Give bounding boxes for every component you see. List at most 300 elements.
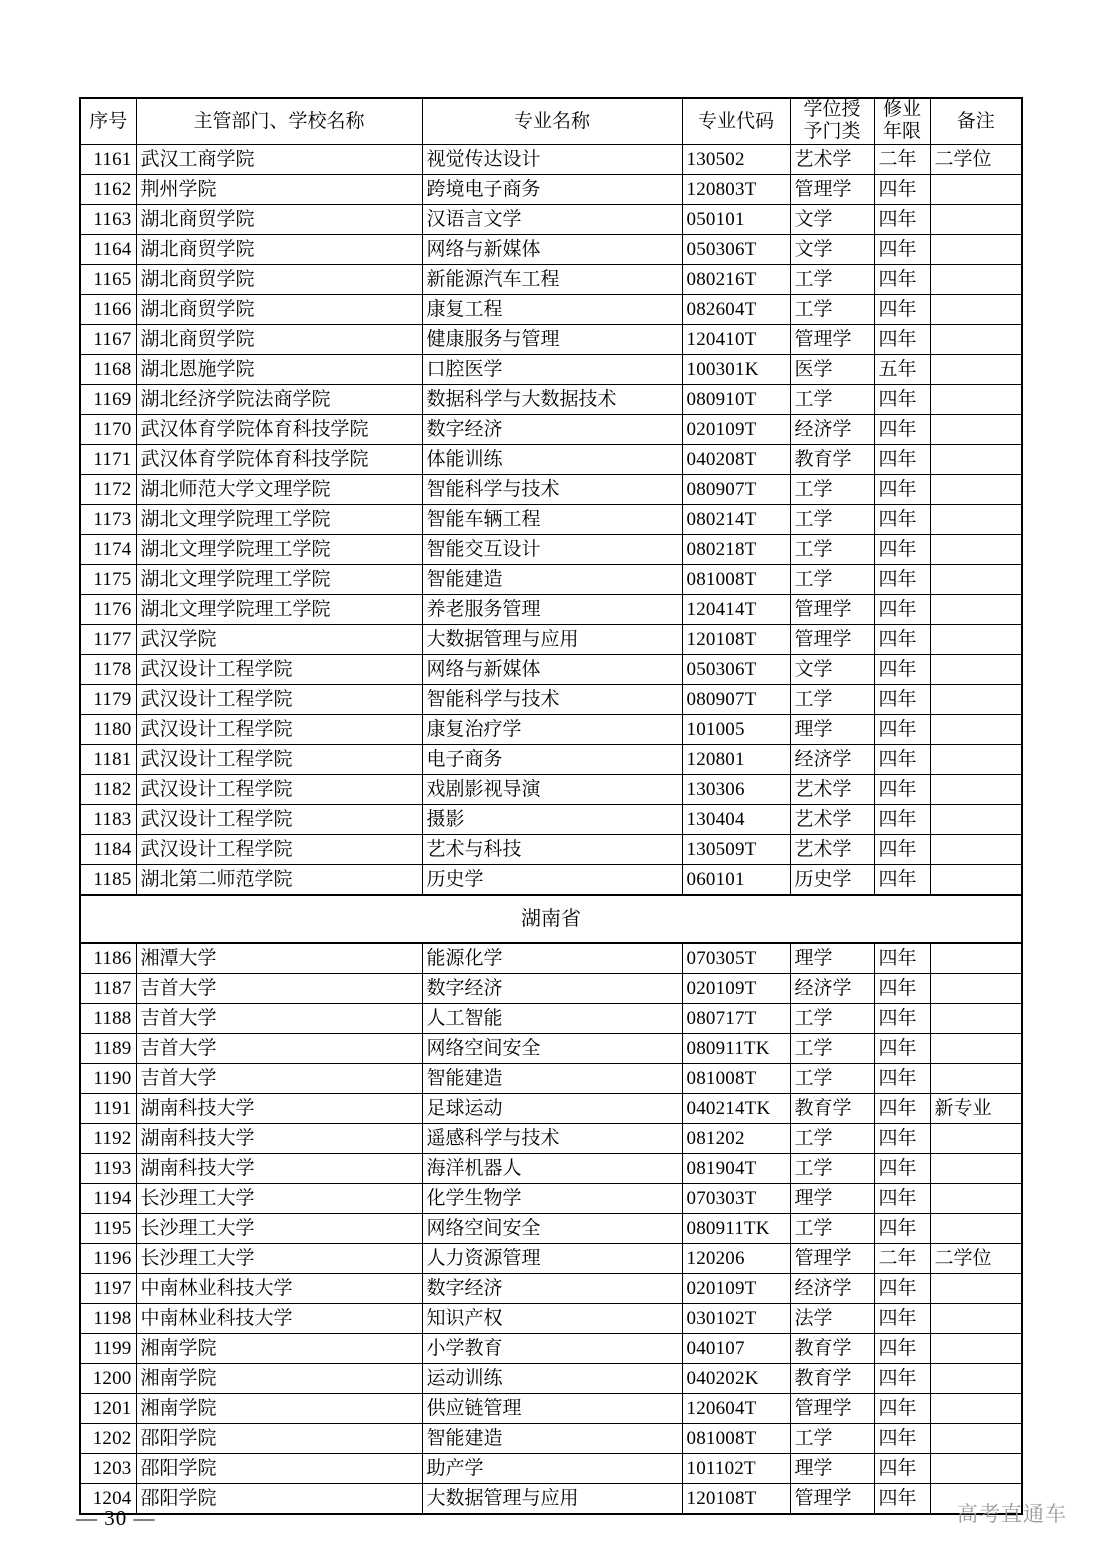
- cell-major-code: 080717T: [682, 1003, 790, 1033]
- cell-school-name: 湘南学院: [136, 1363, 422, 1393]
- cell-study-years: 四年: [874, 564, 930, 594]
- cell-remark: [930, 1423, 1022, 1453]
- cell-study-years: 四年: [874, 1123, 930, 1153]
- cell-remark: [930, 943, 1022, 974]
- table-row: [80, 1093, 1022, 1123]
- cell-remark: [930, 1273, 1022, 1303]
- cell-sequence: 1180: [80, 714, 136, 744]
- cell-major-code: 080907T: [682, 684, 790, 714]
- table-body: [80, 144, 1022, 1514]
- cell-sequence: 1193: [80, 1153, 136, 1183]
- cell-degree-category: 经济学: [790, 414, 874, 444]
- cell-major-code: 130404: [682, 804, 790, 834]
- cell-major-name: 化学生物学: [422, 1183, 682, 1213]
- cell-school-name: 湖北商贸学院: [136, 264, 422, 294]
- cell-major-code: 020109T: [682, 1273, 790, 1303]
- cell-degree-category: 工学: [790, 1033, 874, 1063]
- table-row: [80, 1003, 1022, 1033]
- table-row: [80, 1033, 1022, 1063]
- cell-degree-category: 管理学: [790, 174, 874, 204]
- cell-degree-category: 工学: [790, 564, 874, 594]
- cell-study-years: 四年: [874, 1333, 930, 1363]
- cell-major-name: 智能交互设计: [422, 534, 682, 564]
- cell-major-code: 040107: [682, 1333, 790, 1363]
- cell-major-name: 智能建造: [422, 1423, 682, 1453]
- cell-major-code: 130509T: [682, 834, 790, 864]
- column-header-remark: 备注: [930, 98, 1022, 144]
- cell-remark: [930, 1213, 1022, 1243]
- cell-remark: [930, 204, 1022, 234]
- table-row: [80, 1453, 1022, 1483]
- cell-remark: [930, 504, 1022, 534]
- major-table-container: [79, 97, 1021, 1515]
- cell-school-name: 长沙理工大学: [136, 1183, 422, 1213]
- cell-degree-category: 管理学: [790, 324, 874, 354]
- cell-degree-category: 艺术学: [790, 804, 874, 834]
- cell-remark: [930, 1123, 1022, 1153]
- cell-school-name: 邵阳学院: [136, 1453, 422, 1483]
- cell-school-name: 湖南科技大学: [136, 1093, 422, 1123]
- cell-major-name: 智能车辆工程: [422, 504, 682, 534]
- table-row: [80, 1423, 1022, 1453]
- cell-remark: [930, 1183, 1022, 1213]
- cell-school-name: 吉首大学: [136, 1033, 422, 1063]
- cell-degree-category: 工学: [790, 384, 874, 414]
- cell-degree-category: 教育学: [790, 1333, 874, 1363]
- province-label: 湖南省: [80, 895, 1022, 943]
- cell-school-name: 武汉体育学院体育科技学院: [136, 444, 422, 474]
- cell-school-name: 湖北文理学院理工学院: [136, 564, 422, 594]
- cell-major-name: 体能训练: [422, 444, 682, 474]
- cell-remark: [930, 444, 1022, 474]
- table-row: [80, 834, 1022, 864]
- cell-sequence: 1170: [80, 414, 136, 444]
- cell-school-name: 武汉设计工程学院: [136, 744, 422, 774]
- cell-major-name: 人力资源管理: [422, 1243, 682, 1273]
- cell-remark: [930, 414, 1022, 444]
- cell-sequence: 1177: [80, 624, 136, 654]
- cell-school-name: 湖北第二师范学院: [136, 864, 422, 895]
- cell-sequence: 1190: [80, 1063, 136, 1093]
- cell-sequence: 1173: [80, 504, 136, 534]
- table-row: [80, 1063, 1022, 1093]
- table-row: [80, 714, 1022, 744]
- cell-degree-category: 工学: [790, 1123, 874, 1153]
- cell-major-code: 050306T: [682, 234, 790, 264]
- cell-degree-category: 经济学: [790, 973, 874, 1003]
- table-row: [80, 264, 1022, 294]
- cell-study-years: 四年: [874, 624, 930, 654]
- cell-remark: [930, 834, 1022, 864]
- cell-major-name: 智能建造: [422, 564, 682, 594]
- column-header-years-line2: 年限: [882, 121, 921, 143]
- cell-sequence: 1198: [80, 1303, 136, 1333]
- cell-remark: [930, 294, 1022, 324]
- cell-remark: [930, 594, 1022, 624]
- table-row: [80, 144, 1022, 174]
- cell-major-name: 康复治疗学: [422, 714, 682, 744]
- cell-remark: 新专业: [930, 1093, 1022, 1123]
- cell-major-name: 能源化学: [422, 943, 682, 974]
- cell-major-name: 电子商务: [422, 744, 682, 774]
- column-header-degree-category: [790, 98, 874, 144]
- column-header-degree-line1: 学位授: [803, 99, 861, 120]
- cell-sequence: 1182: [80, 774, 136, 804]
- cell-sequence: 1178: [80, 654, 136, 684]
- column-header-years-line1: 修业: [882, 99, 921, 120]
- cell-major-name: 足球运动: [422, 1093, 682, 1123]
- table-row: [80, 804, 1022, 834]
- cell-major-name: 新能源汽车工程: [422, 264, 682, 294]
- table-row: [80, 1363, 1022, 1393]
- cell-sequence: 1200: [80, 1363, 136, 1393]
- cell-study-years: 四年: [874, 834, 930, 864]
- cell-major-name: 数字经济: [422, 414, 682, 444]
- cell-remark: [930, 174, 1022, 204]
- cell-study-years: 四年: [874, 973, 930, 1003]
- cell-school-name: 武汉设计工程学院: [136, 714, 422, 744]
- table-row: [80, 414, 1022, 444]
- cell-major-code: 080907T: [682, 474, 790, 504]
- cell-remark: [930, 1453, 1022, 1483]
- cell-study-years: 二年: [874, 1243, 930, 1273]
- table-row: [80, 1273, 1022, 1303]
- cell-major-code: 020109T: [682, 973, 790, 1003]
- cell-major-name: 历史学: [422, 864, 682, 895]
- table-row: [80, 444, 1022, 474]
- page-number: — 30 —: [76, 1506, 156, 1530]
- cell-school-name: 湖北师范大学文理学院: [136, 474, 422, 504]
- cell-sequence: 1197: [80, 1273, 136, 1303]
- cell-study-years: 四年: [874, 534, 930, 564]
- cell-degree-category: 教育学: [790, 444, 874, 474]
- cell-major-name: 摄影: [422, 804, 682, 834]
- cell-degree-category: 经济学: [790, 744, 874, 774]
- table-row: [80, 624, 1022, 654]
- cell-major-code: 040202K: [682, 1363, 790, 1393]
- cell-sequence: 1164: [80, 234, 136, 264]
- table-row: [80, 943, 1022, 974]
- cell-remark: 二学位: [930, 1243, 1022, 1273]
- cell-school-name: 长沙理工大学: [136, 1213, 422, 1243]
- cell-sequence: 1165: [80, 264, 136, 294]
- cell-major-code: 082604T: [682, 294, 790, 324]
- table-row: [80, 294, 1022, 324]
- cell-study-years: 四年: [874, 1213, 930, 1243]
- cell-study-years: 四年: [874, 864, 930, 895]
- table-row: [80, 744, 1022, 774]
- cell-degree-category: 艺术学: [790, 774, 874, 804]
- cell-major-name: 健康服务与管理: [422, 324, 682, 354]
- cell-major-name: 智能建造: [422, 1063, 682, 1093]
- cell-remark: [930, 804, 1022, 834]
- cell-major-code: 120108T: [682, 624, 790, 654]
- cell-major-code: 080214T: [682, 504, 790, 534]
- cell-study-years: 四年: [874, 384, 930, 414]
- cell-study-years: 四年: [874, 744, 930, 774]
- cell-sequence: 1179: [80, 684, 136, 714]
- cell-study-years: 四年: [874, 204, 930, 234]
- cell-major-code: 070303T: [682, 1183, 790, 1213]
- cell-school-name: 湖北商贸学院: [136, 204, 422, 234]
- cell-school-name: 湖北文理学院理工学院: [136, 534, 422, 564]
- cell-sequence: 1203: [80, 1453, 136, 1483]
- cell-study-years: 四年: [874, 684, 930, 714]
- watermark: 高考直通车: [957, 1502, 1067, 1526]
- cell-degree-category: 工学: [790, 1003, 874, 1033]
- cell-study-years: 四年: [874, 294, 930, 324]
- cell-remark: [930, 354, 1022, 384]
- cell-major-name: 艺术与科技: [422, 834, 682, 864]
- cell-remark: [930, 684, 1022, 714]
- cell-sequence: 1189: [80, 1033, 136, 1063]
- cell-sequence: 1181: [80, 744, 136, 774]
- cell-study-years: 四年: [874, 174, 930, 204]
- cell-degree-category: 工学: [790, 1213, 874, 1243]
- cell-remark: [930, 564, 1022, 594]
- cell-sequence: 1184: [80, 834, 136, 864]
- cell-school-name: 湖南科技大学: [136, 1153, 422, 1183]
- table-row: [80, 234, 1022, 264]
- cell-degree-category: 艺术学: [790, 144, 874, 174]
- cell-sequence: 1195: [80, 1213, 136, 1243]
- cell-major-code: 120801: [682, 744, 790, 774]
- cell-remark: [930, 1363, 1022, 1393]
- cell-degree-category: 文学: [790, 654, 874, 684]
- cell-major-code: 030102T: [682, 1303, 790, 1333]
- cell-school-name: 邵阳学院: [136, 1483, 422, 1514]
- cell-major-code: 040214TK: [682, 1093, 790, 1123]
- cell-school-name: 武汉设计工程学院: [136, 804, 422, 834]
- table-row: [80, 474, 1022, 504]
- cell-degree-category: 历史学: [790, 864, 874, 895]
- cell-major-name: 口腔医学: [422, 354, 682, 384]
- cell-major-name: 康复工程: [422, 294, 682, 324]
- cell-school-name: 吉首大学: [136, 973, 422, 1003]
- column-header-sequence: 序号: [80, 98, 136, 144]
- cell-sequence: 1191: [80, 1093, 136, 1123]
- cell-degree-category: 管理学: [790, 1483, 874, 1514]
- cell-major-name: 戏剧影视导演: [422, 774, 682, 804]
- cell-major-code: 080216T: [682, 264, 790, 294]
- cell-major-name: 网络空间安全: [422, 1033, 682, 1063]
- cell-major-code: 120414T: [682, 594, 790, 624]
- cell-school-name: 武汉设计工程学院: [136, 834, 422, 864]
- cell-school-name: 中南林业科技大学: [136, 1303, 422, 1333]
- cell-sequence: 1176: [80, 594, 136, 624]
- cell-sequence: 1188: [80, 1003, 136, 1033]
- cell-major-code: 070305T: [682, 943, 790, 974]
- cell-school-name: 武汉体育学院体育科技学院: [136, 414, 422, 444]
- cell-school-name: 武汉设计工程学院: [136, 684, 422, 714]
- cell-school-name: 湘南学院: [136, 1393, 422, 1423]
- cell-school-name: 武汉学院: [136, 624, 422, 654]
- cell-remark: [930, 1153, 1022, 1183]
- cell-study-years: 四年: [874, 1393, 930, 1423]
- cell-remark: [930, 624, 1022, 654]
- cell-major-code: 101005: [682, 714, 790, 744]
- cell-degree-category: 理学: [790, 714, 874, 744]
- cell-remark: [930, 1033, 1022, 1063]
- cell-degree-category: 工学: [790, 1423, 874, 1453]
- cell-degree-category: 工学: [790, 474, 874, 504]
- cell-degree-category: 管理学: [790, 594, 874, 624]
- cell-major-code: 120604T: [682, 1393, 790, 1423]
- cell-major-code: 080218T: [682, 534, 790, 564]
- cell-degree-category: 工学: [790, 1153, 874, 1183]
- cell-sequence: 1174: [80, 534, 136, 564]
- cell-remark: [930, 474, 1022, 504]
- cell-remark: [930, 1303, 1022, 1333]
- cell-sequence: 1192: [80, 1123, 136, 1153]
- cell-school-name: 邵阳学院: [136, 1423, 422, 1453]
- cell-degree-category: 理学: [790, 1183, 874, 1213]
- cell-sequence: 1199: [80, 1333, 136, 1363]
- cell-school-name: 湖北文理学院理工学院: [136, 594, 422, 624]
- cell-sequence: 1172: [80, 474, 136, 504]
- cell-sequence: 1175: [80, 564, 136, 594]
- table-row: [80, 1303, 1022, 1333]
- cell-remark: [930, 973, 1022, 1003]
- cell-major-code: 101102T: [682, 1453, 790, 1483]
- cell-major-code: 081202: [682, 1123, 790, 1153]
- table-row: [80, 204, 1022, 234]
- cell-study-years: 四年: [874, 1183, 930, 1213]
- cell-degree-category: 理学: [790, 1453, 874, 1483]
- cell-study-years: 四年: [874, 943, 930, 974]
- cell-degree-category: 艺术学: [790, 834, 874, 864]
- cell-major-name: 智能科学与技术: [422, 684, 682, 714]
- cell-degree-category: 文学: [790, 204, 874, 234]
- table-row: [80, 174, 1022, 204]
- cell-sequence: 1187: [80, 973, 136, 1003]
- approved-majors-table: [79, 97, 1023, 1515]
- cell-study-years: 四年: [874, 1153, 930, 1183]
- table-row: [80, 1123, 1022, 1153]
- table-header: [80, 98, 1022, 144]
- cell-study-years: 四年: [874, 714, 930, 744]
- cell-school-name: 吉首大学: [136, 1063, 422, 1093]
- cell-study-years: 四年: [874, 324, 930, 354]
- cell-major-name: 大数据管理与应用: [422, 1483, 682, 1514]
- cell-school-name: 荆州学院: [136, 174, 422, 204]
- cell-sequence: 1168: [80, 354, 136, 384]
- cell-major-name: 知识产权: [422, 1303, 682, 1333]
- cell-school-name: 湖北商贸学院: [136, 294, 422, 324]
- cell-study-years: 四年: [874, 1003, 930, 1033]
- cell-sequence: 1201: [80, 1393, 136, 1423]
- cell-remark: [930, 654, 1022, 684]
- cell-major-name: 运动训练: [422, 1363, 682, 1393]
- cell-study-years: 四年: [874, 804, 930, 834]
- cell-sequence: 1194: [80, 1183, 136, 1213]
- cell-remark: [930, 534, 1022, 564]
- cell-major-name: 跨境电子商务: [422, 174, 682, 204]
- column-header-code: 专业代码: [682, 98, 790, 144]
- cell-degree-category: 管理学: [790, 1243, 874, 1273]
- cell-major-name: 助产学: [422, 1453, 682, 1483]
- table-row: [80, 774, 1022, 804]
- column-header-school: 主管部门、学校名称: [136, 98, 422, 144]
- cell-school-name: 湖北恩施学院: [136, 354, 422, 384]
- cell-study-years: 四年: [874, 1453, 930, 1483]
- table-row: [80, 1183, 1022, 1213]
- cell-major-name: 海洋机器人: [422, 1153, 682, 1183]
- cell-study-years: 四年: [874, 774, 930, 804]
- cell-major-code: 080911TK: [682, 1213, 790, 1243]
- table-row: [80, 1393, 1022, 1423]
- column-header-degree-line2: 予门类: [803, 121, 861, 143]
- cell-sequence: 1204: [80, 1483, 136, 1514]
- cell-study-years: 四年: [874, 594, 930, 624]
- cell-school-name: 中南林业科技大学: [136, 1273, 422, 1303]
- cell-degree-category: 理学: [790, 943, 874, 974]
- cell-major-name: 数字经济: [422, 973, 682, 1003]
- cell-major-name: 遥感科学与技术: [422, 1123, 682, 1153]
- cell-degree-category: 医学: [790, 354, 874, 384]
- cell-degree-category: 工学: [790, 1063, 874, 1093]
- cell-study-years: 四年: [874, 1363, 930, 1393]
- cell-major-code: 050101: [682, 204, 790, 234]
- cell-school-name: 湖北文理学院理工学院: [136, 504, 422, 534]
- cell-major-code: 080910T: [682, 384, 790, 414]
- cell-major-name: 小学教育: [422, 1333, 682, 1363]
- cell-major-name: 汉语言文学: [422, 204, 682, 234]
- cell-study-years: 四年: [874, 1483, 930, 1514]
- cell-study-years: 四年: [874, 1303, 930, 1333]
- cell-remark: [930, 864, 1022, 895]
- cell-study-years: 五年: [874, 354, 930, 384]
- table-row: [80, 564, 1022, 594]
- cell-remark: [930, 384, 1022, 414]
- cell-major-name: 人工智能: [422, 1003, 682, 1033]
- column-header-major: 专业名称: [422, 98, 682, 144]
- cell-major-name: 大数据管理与应用: [422, 624, 682, 654]
- cell-school-name: 湖南科技大学: [136, 1123, 422, 1153]
- cell-school-name: 湖北商贸学院: [136, 324, 422, 354]
- cell-remark: [930, 1333, 1022, 1363]
- cell-study-years: 四年: [874, 1033, 930, 1063]
- cell-major-code: 130306: [682, 774, 790, 804]
- cell-degree-category: 管理学: [790, 1393, 874, 1423]
- cell-study-years: 四年: [874, 264, 930, 294]
- cell-sequence: 1186: [80, 943, 136, 974]
- cell-school-name: 湘潭大学: [136, 943, 422, 974]
- table-row: [80, 594, 1022, 624]
- cell-school-name: 武汉设计工程学院: [136, 654, 422, 684]
- cell-remark: [930, 774, 1022, 804]
- cell-major-code: 081008T: [682, 1423, 790, 1453]
- cell-major-name: 网络与新媒体: [422, 234, 682, 264]
- cell-major-code: 080911TK: [682, 1033, 790, 1063]
- cell-major-name: 数字经济: [422, 1273, 682, 1303]
- table-row: [80, 1213, 1022, 1243]
- cell-major-name: 网络与新媒体: [422, 654, 682, 684]
- cell-major-name: 智能科学与技术: [422, 474, 682, 504]
- table-row: [80, 973, 1022, 1003]
- cell-study-years: 四年: [874, 1063, 930, 1093]
- table-row: [80, 384, 1022, 414]
- cell-remark: [930, 324, 1022, 354]
- cell-remark: [930, 264, 1022, 294]
- cell-school-name: 湘南学院: [136, 1333, 422, 1363]
- cell-sequence: 1162: [80, 174, 136, 204]
- cell-remark: 二学位: [930, 144, 1022, 174]
- cell-degree-category: 工学: [790, 534, 874, 564]
- table-row: [80, 534, 1022, 564]
- cell-major-name: 供应链管理: [422, 1393, 682, 1423]
- cell-remark: [930, 714, 1022, 744]
